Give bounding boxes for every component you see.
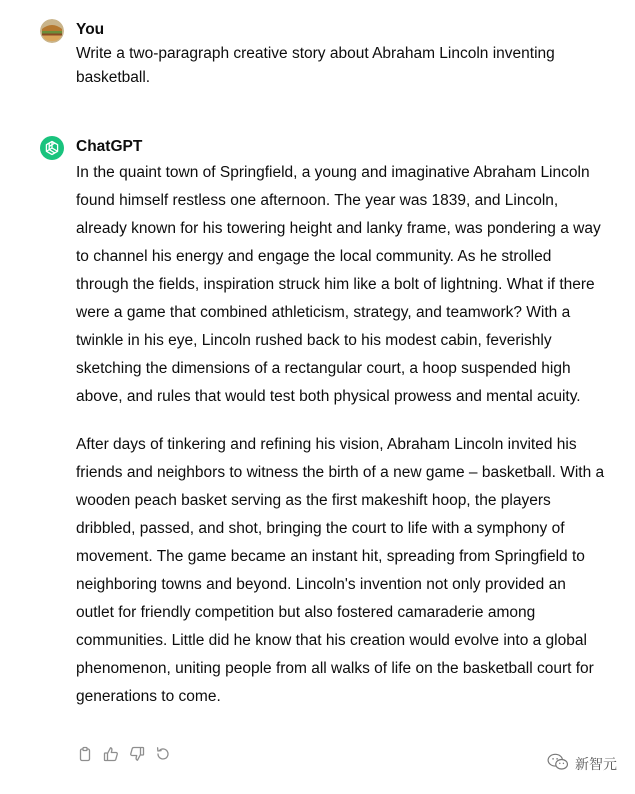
wechat-logo-icon — [547, 753, 569, 774]
response-paragraph-1: In the quaint town of Springfield, a young and imaginative Abraham Lincoln found himself restless one afternoon. The year was 1839, and Lincoln, already known for his towering height and lanky frame, was pondering a way to channel his energy and engage the local community. As he strolled through the fields, inspiration struck him like a bolt of lightning. What if there were a game that combined athleticism, strategy, and teamwork? With a twinkle in his eye, Lincoln rushed back to his modest cabin, feverishly sketching the dimensions of a rectangular court, a hoop suspended high above, and rules that would test both physical prowess and mental acuity. — [76, 164, 601, 405]
assistant-response — [76, 159, 606, 711]
message-actions — [76, 745, 172, 763]
thumbs-down-icon[interactable] — [128, 745, 146, 763]
response-paragraph-2: After days of tinkering and refining his vision, Abraham Lincoln invited his friends and neighbors to witness the birth of a new game – basketball. With a wooden peach basket serving as the first makeshift hoop, the players dribbled, passed, and shot, bringing the court to life with a symphony of movement. The game became an instant hit, spreading from Springfield to neighboring towns and beyond. Lincoln's invention not only provided an outlet for friendly competition but also fostered camaraderie among communities. Little did he know that his creation would evolve into a global phenomenon, uniting people from all walks of life on the basketball court for generations to come. — [76, 436, 605, 705]
watermark-text: 新智元 — [575, 755, 617, 772]
user-prompt-text: Write a two-paragraph creative story about Abraham Lincoln inventing basketball. — [76, 45, 555, 86]
assistant-author-name: ChatGPT — [76, 138, 143, 155]
copy-icon[interactable] — [76, 745, 94, 763]
user-avatar — [40, 19, 64, 43]
user-author-name: You — [76, 21, 105, 38]
regenerate-icon[interactable] — [154, 745, 172, 763]
watermark — [547, 753, 617, 774]
thumbs-up-icon[interactable] — [102, 745, 120, 763]
chatgpt-logo-icon — [40, 136, 64, 160]
